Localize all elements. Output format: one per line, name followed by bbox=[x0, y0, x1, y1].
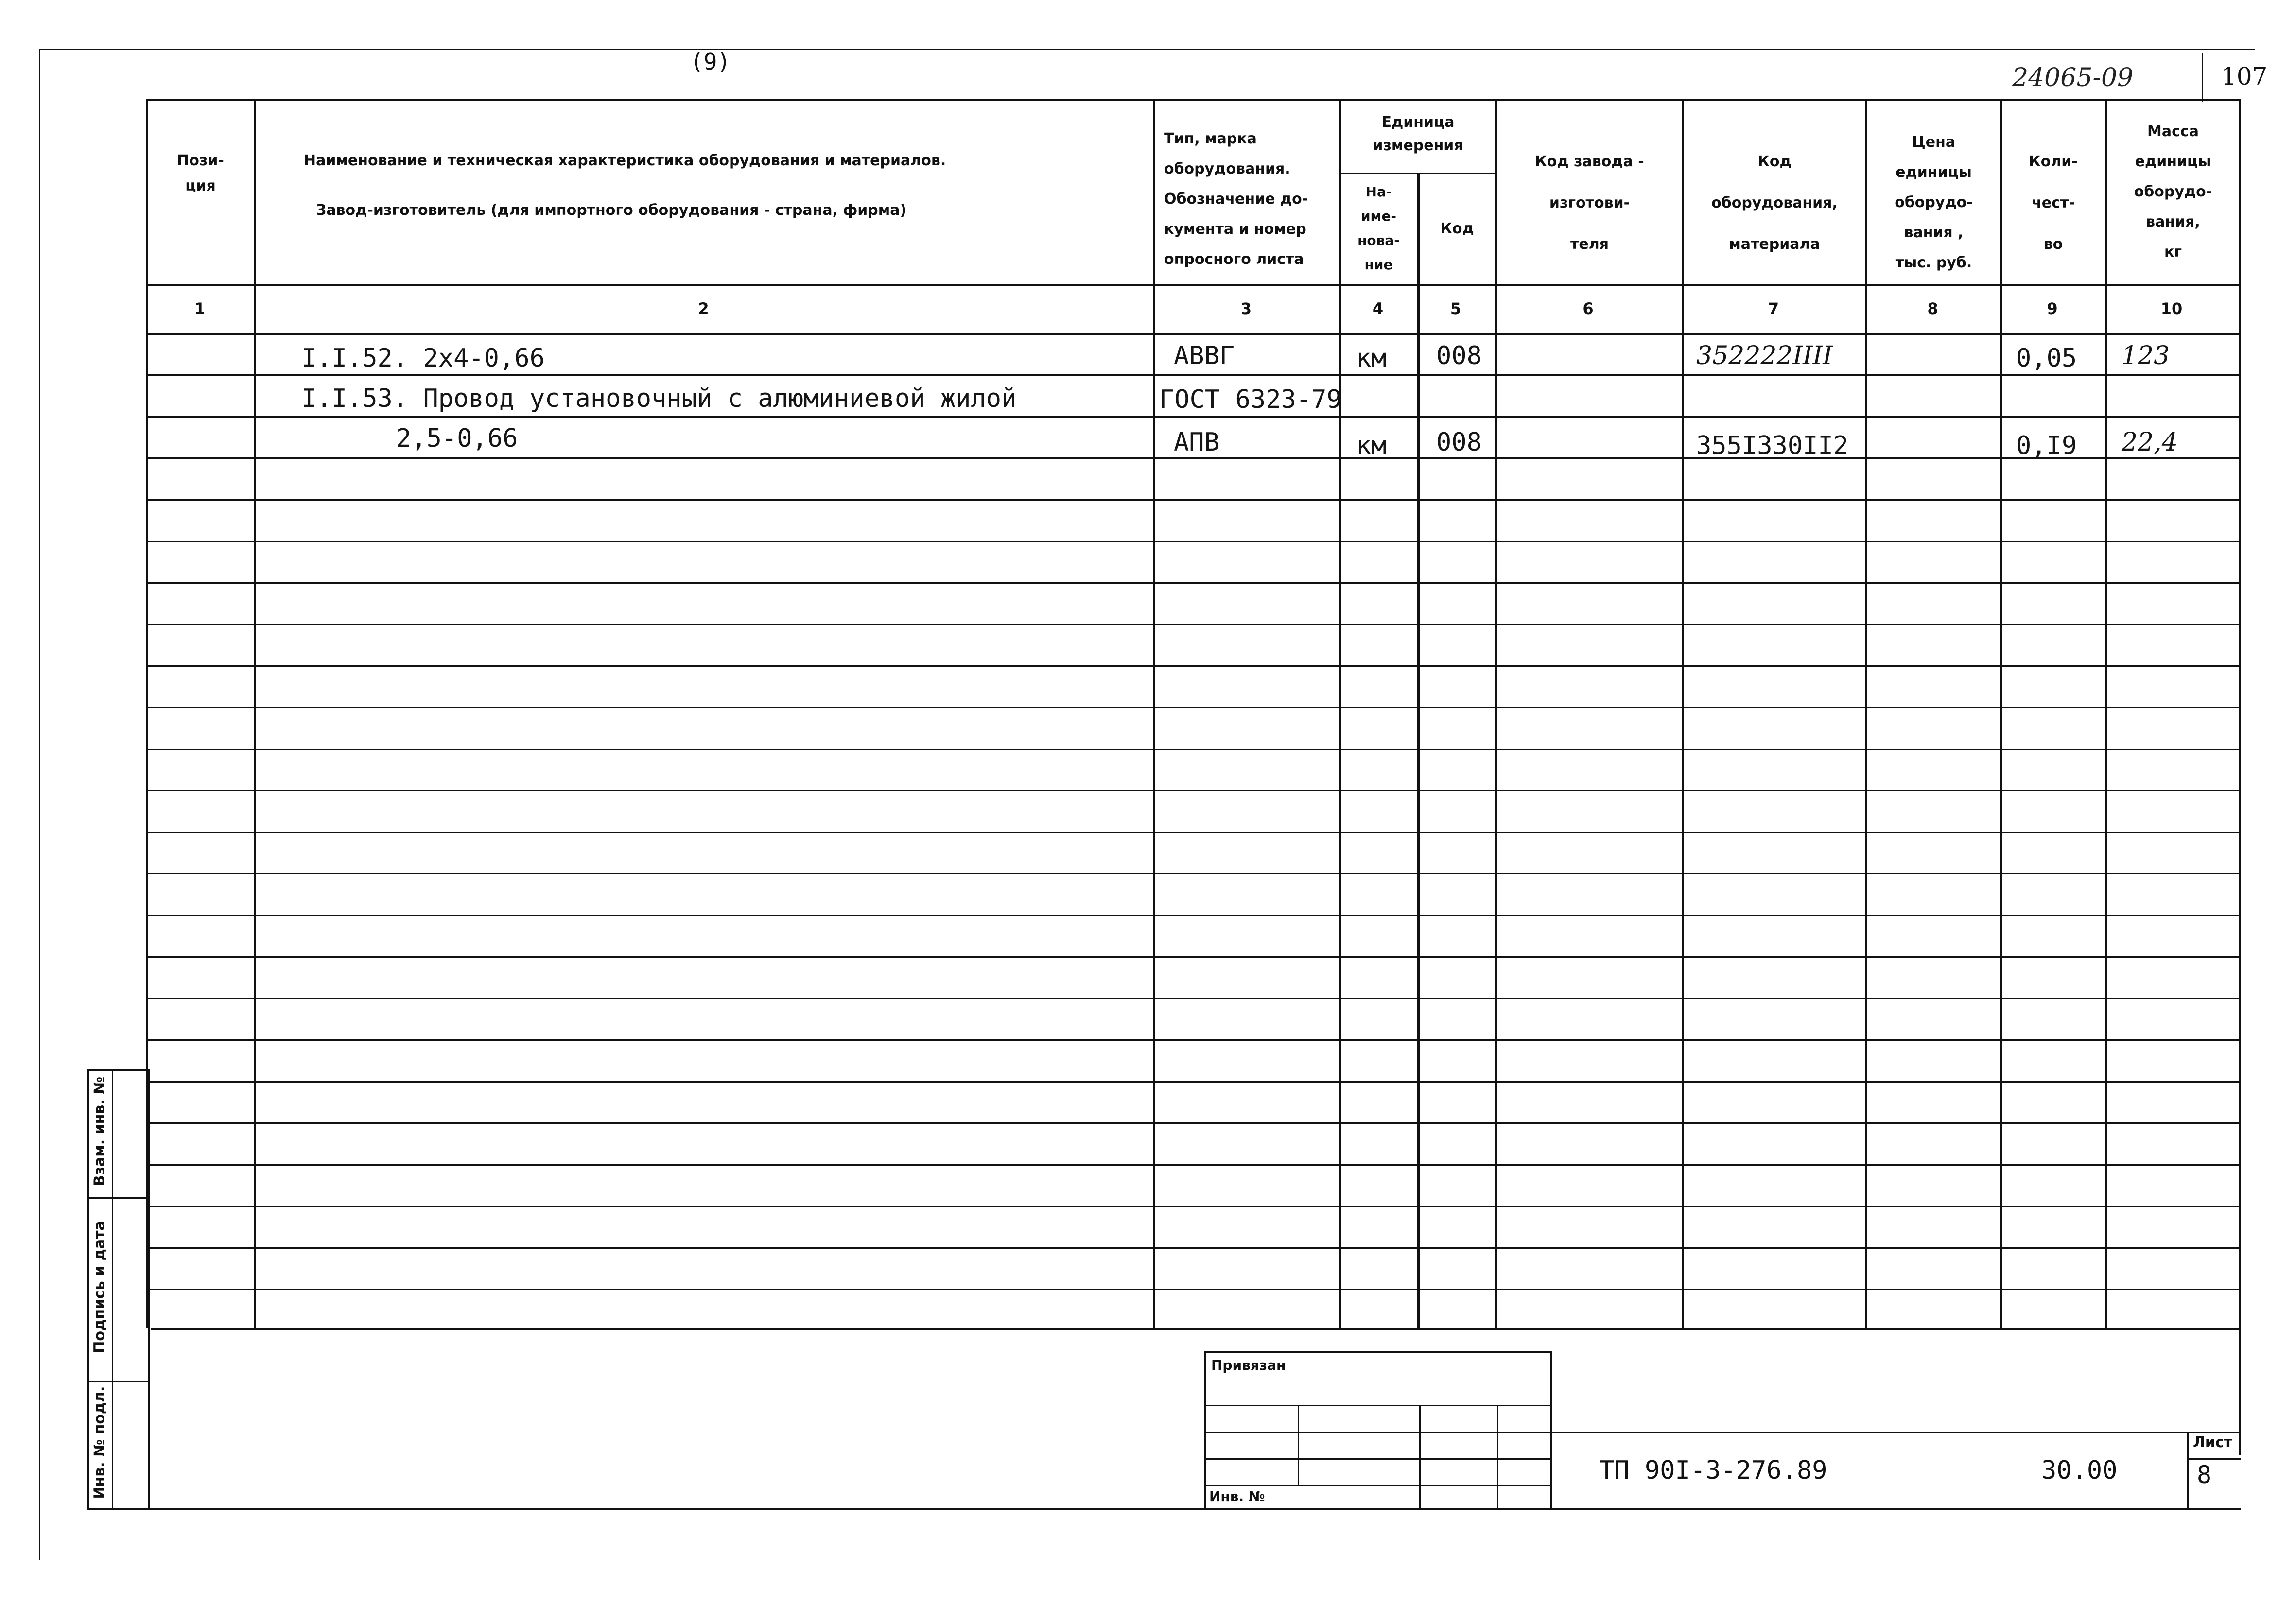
privyazan-row-1 bbox=[1204, 1405, 1552, 1406]
row1-type: АВВГ bbox=[1174, 341, 1235, 370]
stamp-inv-podl: Инв. № подл. bbox=[91, 1386, 108, 1499]
row-separator bbox=[148, 832, 2239, 833]
header-col9: Коли- чест- во bbox=[2029, 153, 2078, 253]
col-line-5 bbox=[1495, 99, 1497, 1328]
col-line-2 bbox=[1153, 99, 1155, 1328]
title-sheet-value: 8 bbox=[2197, 1461, 2212, 1489]
privyazan-row-2 bbox=[1204, 1432, 1552, 1433]
row-separator bbox=[148, 499, 2239, 501]
colnum-5: 5 bbox=[1450, 299, 1461, 318]
privyazan-col-2 bbox=[1419, 1405, 1421, 1509]
row-separator bbox=[148, 541, 2239, 542]
privyazan-col-1 bbox=[1298, 1405, 1299, 1485]
stamp-right-edge bbox=[148, 1069, 150, 1509]
col-line-9 bbox=[2105, 99, 2107, 1328]
row-separator bbox=[148, 749, 2239, 750]
row3-type: АПВ bbox=[1174, 428, 1219, 457]
col-line-10 bbox=[2239, 99, 2241, 1455]
privyazan-label: Привязан bbox=[1211, 1357, 1286, 1373]
colnum-4: 4 bbox=[1372, 299, 1384, 318]
stamp-left-edge bbox=[87, 1069, 89, 1509]
stamp-vzam-inv: Взам. инв. № bbox=[91, 1076, 108, 1187]
row1-quantity: 0,05 bbox=[2016, 344, 2077, 373]
row-separator bbox=[148, 1081, 2239, 1083]
frame-left bbox=[39, 49, 40, 1560]
row-separator bbox=[148, 998, 2239, 999]
row-separator bbox=[148, 1164, 2239, 1166]
row1-unit-code: 008 bbox=[1436, 341, 1482, 370]
title-sheet-left bbox=[2187, 1432, 2189, 1509]
row-separator bbox=[148, 915, 2239, 916]
header-col2: Наименование и техническая характеристика оборудования и материалов. Завод-изготовитель (для импортного оборудования - страна, фирма) bbox=[304, 152, 946, 219]
title-section: 30.00 bbox=[2041, 1456, 2118, 1485]
row3-mass: 22,4 bbox=[2122, 428, 2178, 457]
colnum-6: 6 bbox=[1583, 299, 1594, 318]
col-line-8 bbox=[2000, 99, 2002, 1328]
title-sheet-label: Лист bbox=[2193, 1434, 2233, 1451]
header-bottom-line bbox=[146, 284, 2241, 286]
col-line-7 bbox=[1865, 99, 1867, 1328]
privyazan-col-3 bbox=[1497, 1405, 1498, 1509]
table-top-line bbox=[146, 99, 2241, 101]
row3-unit: км bbox=[1356, 431, 1387, 460]
row-separator bbox=[148, 582, 2239, 584]
row3-name: 2,5-0,66 bbox=[396, 424, 518, 453]
header-col3: Тип, марка оборудования. Обозначение до- кумента и номер опросного листа bbox=[1164, 130, 1308, 268]
header-col4: На- име- нова- ние bbox=[1357, 184, 1400, 273]
row-separator bbox=[148, 1247, 2239, 1249]
row-separator bbox=[148, 1206, 2239, 1207]
colnum-bottom-line bbox=[146, 333, 2241, 335]
row-separator bbox=[148, 1039, 2239, 1041]
colnum-10: 10 bbox=[2160, 299, 2183, 318]
stamp-inner-line bbox=[112, 1069, 113, 1509]
row2-name: I.I.53. Провод установочный с алюминиевой жилой bbox=[301, 384, 1017, 413]
page-corner-number: 107 bbox=[2221, 62, 2268, 90]
stamp-divider-1 bbox=[87, 1197, 150, 1199]
row-separator bbox=[148, 873, 2239, 874]
sheet-number-top: (9) bbox=[690, 49, 731, 75]
header-col45-group: Единица измерения bbox=[1373, 114, 1463, 154]
row3-unit-code: 008 bbox=[1436, 428, 1482, 457]
title-sheet-divider bbox=[2187, 1458, 2241, 1460]
row1-name: I.I.52. 2x4-0,66 bbox=[301, 344, 545, 373]
colnum-1: 1 bbox=[194, 299, 206, 318]
table-bottom-extension bbox=[151, 1328, 2241, 1330]
doc-code-handwritten: 24065-09 bbox=[2012, 63, 2134, 92]
row3-quantity: 0,I9 bbox=[2016, 431, 2077, 460]
row1-mass: 123 bbox=[2122, 341, 2170, 370]
colnum-7: 7 bbox=[1768, 299, 1779, 318]
col-line-0 bbox=[146, 99, 148, 1328]
stamp-podpis-data: Подпись и дата bbox=[91, 1221, 108, 1353]
header-col1: Пози- ция bbox=[177, 152, 224, 194]
header-col10: Масса единицы оборудо- вания, кг bbox=[2134, 123, 2212, 261]
colnum-3: 3 bbox=[1240, 299, 1252, 318]
privyazan-row-4 bbox=[1204, 1485, 1552, 1486]
frame-bottom bbox=[87, 1508, 2241, 1510]
row-separator bbox=[148, 956, 2239, 958]
unit-group-divider bbox=[1339, 173, 1497, 174]
inv-no-label: Инв. № bbox=[1209, 1488, 1265, 1504]
colnum-9: 9 bbox=[2047, 299, 2058, 318]
col-line-3 bbox=[1339, 99, 1341, 1328]
colnum-2: 2 bbox=[698, 299, 709, 318]
header-col8: Цена единицы оборудо- вания , тыс. руб. bbox=[1895, 134, 1973, 271]
row3-material-code: 355I330II2 bbox=[1696, 431, 1849, 460]
colnum-8: 8 bbox=[1927, 299, 1938, 318]
header-col7: Код оборудования, материала bbox=[1711, 153, 1838, 253]
row2-type: ГОСТ 6323-79 bbox=[1159, 385, 1342, 414]
corner-divider bbox=[2202, 53, 2203, 102]
row-separator bbox=[148, 1289, 2239, 1290]
header-col6: Код завода - изготови- теля bbox=[1535, 153, 1644, 253]
header-col5: Код bbox=[1440, 220, 1474, 237]
privyazan-row-3 bbox=[1204, 1458, 1552, 1460]
row-separator bbox=[148, 790, 2239, 791]
row-separator bbox=[148, 665, 2239, 667]
title-block-top bbox=[1550, 1432, 2241, 1433]
privyazan-top bbox=[1204, 1351, 1552, 1353]
col-line-4 bbox=[1417, 173, 1420, 1328]
row1-material-code: 352222IIII bbox=[1696, 341, 1833, 370]
row1-unit: км bbox=[1356, 344, 1387, 373]
row-separator bbox=[148, 1122, 2239, 1124]
col-line-6 bbox=[1682, 99, 1684, 1328]
col-line-1 bbox=[254, 99, 256, 1328]
row-separator bbox=[148, 624, 2239, 625]
title-designation: ТП 90I-3-276.89 bbox=[1599, 1456, 1827, 1485]
frame-top bbox=[39, 49, 2255, 50]
row-separator bbox=[148, 707, 2239, 708]
